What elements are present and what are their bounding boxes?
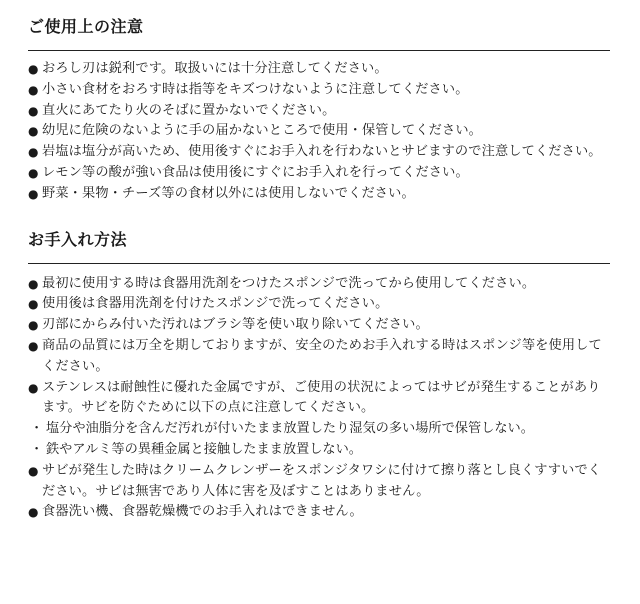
care-subitem: ・ 塩分や油脂分を含んだ汚れが付いたまま放置したり湿気の多い場所で保管しない。	[28, 419, 610, 440]
care-method-section	[28, 205, 610, 524]
usage-cautions-list	[28, 51, 610, 205]
care-subitem: ・ 鉄やアルミ等の異種金属と接触したまま放置しない。	[28, 440, 610, 461]
care-item: ● 食器洗い機、食器乾燥機でのお手入れはできません。	[28, 502, 610, 523]
caution-item: ● おろし刃は鋭利です。取扱いには十分注意してください。	[28, 59, 610, 80]
caution-item: ● 野菜・果物・チーズ等の食材以外には使用しないでください。	[28, 184, 610, 205]
care-method-list	[28, 264, 610, 524]
care-item: ● 使用後は食器用洗剤を付けたスポンジで洗ってください。	[28, 294, 610, 315]
caution-item: ● 岩塩は塩分が高いため、使用後すぐにお手入れを行わないとサビますので注意してください。	[28, 142, 610, 163]
caution-item: ● 直火にあてたり火のそばに置かないでください。	[28, 101, 610, 122]
care-item: ● 最初に使用する時は食器用洗剤をつけたスポンジで洗ってから使用してください。	[28, 274, 610, 295]
caution-item: ● レモン等の酸が強い食品は使用後にすぐにお手入れを行ってください。	[28, 163, 610, 184]
caution-item: ● 幼児に危険のないように手の届かないところで使用・保管してください。	[28, 121, 610, 142]
caution-item: ● 小さい食材をおろす時は指等をキズつけないように注意してください。	[28, 80, 610, 101]
care-item: ● 商品の品質には万全を期しておりますが、安全のためお手入れする時はスポンジ等を使用してください。	[28, 336, 610, 378]
care-method-title: お手入れ方法	[28, 229, 128, 249]
care-item: ● ステンレスは耐蝕性に優れた金属ですが、ご使用の状況によってはサビが発生することがあります。サビを防ぐために以下の点に注意してください。	[28, 378, 610, 420]
care-item: ● 刃部にからみ付いた汚れはブラシ等を使い取り除いてください。	[28, 315, 610, 336]
usage-cautions-section	[28, 0, 610, 205]
care-item: ● サビが発生した時はクリームクレンザーをスポンジタワシに付けて擦り落とし良くすすいでください。サビは無害であり人体に害を及ぼすことはありません。	[28, 461, 610, 503]
usage-cautions-title: ご使用上の注意	[28, 17, 144, 36]
